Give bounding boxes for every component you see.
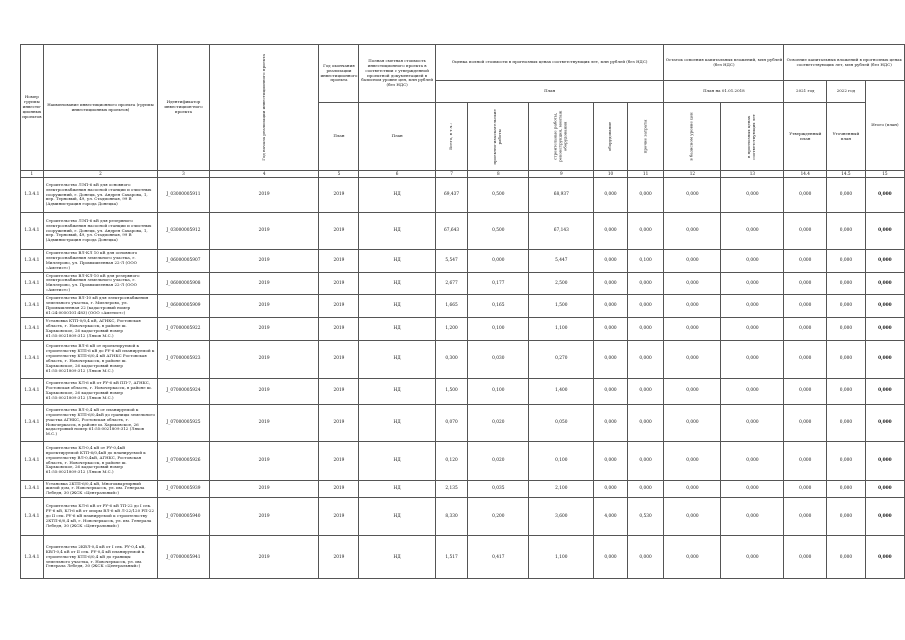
cell-ys: 2019 [209,213,319,250]
cell-fcast: 0,000 [721,178,784,213]
cell-id: J_07000005926 [158,441,210,480]
cell-y21: 0,000 [784,178,827,213]
cell-id: J_03000005912 [158,213,210,250]
cell-equip: 0,000 [594,272,627,295]
cell-y21: 0,000 [784,480,827,498]
cell-cost: НД [359,213,435,250]
table-row [21,340,905,378]
cell-ys: 2019 [209,536,319,579]
cell-cost: НД [359,250,435,273]
cell-name: Установка 2КТП-6/0,4 кВ, Многоквартирный жилой дом, г. Новочеркасск, ул. им. Генерала Лебедя, 30 (ЖСК «Центральный») [43,480,157,498]
cell-itog: 0,000 [865,250,904,273]
cell-smr: 1,100 [529,318,594,341]
cell-y21: 0,000 [784,378,827,404]
cell-ye: 2019 [319,295,359,318]
cell-group: 1.3.4.1 [21,378,44,404]
header-plan: План [435,81,664,103]
cell-group: 1.3.4.1 [21,318,44,341]
table-row [21,178,905,213]
table-row [21,272,905,295]
table-row [21,441,905,480]
table-row [21,498,905,536]
cell-other: 0,000 [627,480,664,498]
cell-cost: НД [359,178,435,213]
cell-itog: 0,000 [865,480,904,498]
column-number: 3 [158,171,210,178]
cell-y21: 0,000 [784,295,827,318]
header-forecast-prices: в прогнозных ценах соответствующих лет [746,113,757,160]
cell-pir: 0,020 [468,404,529,441]
header-group: Номер группы инвести-ционных проектов [21,45,44,171]
cell-base: 0,000 [664,404,721,441]
cell-ys: 2019 [209,498,319,536]
cell-itog: 0,000 [865,272,904,295]
column-numbers-row [21,171,905,178]
cell-y22: 0,000 [827,498,866,536]
cell-base: 0,000 [664,250,721,273]
cell-pir: 0,165 [468,295,529,318]
column-number: 1 [21,171,44,178]
cell-ys: 2019 [209,318,319,341]
cell-name: Строительство ЛЭП-6 кВ для резервного электроснабжения насосной станции и очистных сооружений, г. Донецк, ул. Андрея Сахарова, 1, пер. Терновый, 49, ул. Стадионная, 99 В (Администрация города Донецка) [43,213,157,250]
cell-ye: 2019 [319,404,359,441]
cell-pir: 0,200 [468,498,529,536]
cell-y22: 0,000 [827,318,866,341]
header-construction: строительные работы, реконструкция, монтаж оборудования [553,110,568,163]
cell-y21: 0,000 [784,498,827,536]
cell-y22: 0,000 [827,178,866,213]
table-row [21,250,905,273]
cell-equip: 4,000 [594,498,627,536]
cell-other: 0,000 [627,404,664,441]
cell-group: 1.3.4.1 [21,295,44,318]
cell-group: 1.3.4.1 [21,536,44,579]
cell-fcast: 0,000 [721,295,784,318]
cell-total: 1,500 [435,378,468,404]
cell-total: 69,437 [435,178,468,213]
cell-y21: 0,000 [784,536,827,579]
cell-smr: 0,270 [529,340,594,378]
cell-y22: 0,000 [827,378,866,404]
table-row [21,378,905,404]
cell-y22: 0,000 [827,213,866,250]
cell-total: 0,300 [435,340,468,378]
cell-id: J_07000005924 [158,378,210,404]
cell-name: Установка КТП-0/0,4 кВ, АГНКС, Ростовская область, г. Новочеркасск, в районе ш. Харьковское, 26 кадастровый номер 61:55:0021809:312 (Ляхов М.С.) [43,318,157,341]
header-capital-dev: Освоение капитальных вложений в прогнозных ценах соответствующих лет, млн рублей (без НДС) [784,45,905,81]
cell-itog: 0,000 [865,213,904,250]
header-ident: Идентификатор инвестицион-ного проекта [158,45,210,171]
cell-total: 67,643 [435,213,468,250]
column-number: 2 [43,171,157,178]
cell-smr: 5,447 [529,250,594,273]
header-all-incl: Всего, в т.ч.: [448,123,454,150]
table-row [21,295,905,318]
cell-id: J_07000005922 [158,318,210,341]
cell-group: 1.3.4.1 [21,441,44,480]
cell-itog: 0,000 [865,295,904,318]
header-plan-year-end: План [319,103,359,171]
cell-equip: 0,000 [594,441,627,480]
column-number: 5 [319,171,359,178]
table-body [21,178,905,579]
column-number: 15 [865,171,904,178]
cell-ye: 2019 [319,378,359,404]
cell-cost: НД [359,480,435,498]
cell-y22: 0,000 [827,250,866,273]
cell-cost: НД [359,536,435,579]
cell-id: J_06000005908 [158,272,210,295]
cell-name: Строительство КЛ-6 кВ от РУ-6 кВ ТП-22 до I сек. РУ-6 кВ, КЛ-6 кВ от опоры ВЛ-6 кВ Л-22/120 РП-22 до II сек. РУ-6 кВ планируемой к строительству 2КТП-6/0,4 кВ, г. Новочеркасск, ул. им. Генерала Лебедя, 30 (ЖСК «Центральный») [43,498,157,536]
cell-y22: 0,000 [827,340,866,378]
header-plan-cost: План [359,103,435,171]
cell-cost: НД [359,404,435,441]
cell-ye: 2019 [319,178,359,213]
header-name: Наименование инвестиционного проекта (группы инвестиционных проектов) [43,45,157,171]
cell-id: J_06000005909 [158,295,210,318]
cell-smr: 3,600 [529,498,594,536]
cell-base: 0,000 [664,318,721,341]
cell-other: 0,100 [627,250,664,273]
cell-itog: 0,000 [865,404,904,441]
cell-other: 0,000 [627,178,664,213]
cell-pir: 0,000 [468,250,529,273]
header-remain-cost: Остаток освоения капитальных вложений, млн рублей (без НДС) [664,45,784,81]
cell-id: J_07000005923 [158,340,210,378]
cell-ys: 2019 [209,178,319,213]
cell-fcast: 0,000 [721,480,784,498]
cell-base: 0,000 [664,213,721,250]
cell-pir: 0,500 [468,213,529,250]
cell-id: J_06000005907 [158,250,210,273]
header-full-cost: Полная сметная стоимость инвестиционного проекта в соответствии с утвержденной проектной документацией в базисном уровне цен, млн рублей (без НДС) [359,45,435,103]
cell-base: 0,000 [664,441,721,480]
investment-projects-table [20,44,905,579]
cell-other: 0,000 [627,272,664,295]
cell-ye: 2019 [319,250,359,273]
cell-total: 2,677 [435,272,468,295]
cell-pir: 0,100 [468,378,529,404]
investment-table-sheet [20,44,905,579]
cell-y21: 0,000 [784,250,827,273]
cell-fcast: 0,000 [721,404,784,441]
cell-base: 0,000 [664,340,721,378]
cell-ye: 2019 [319,441,359,480]
cell-pir: 0,417 [468,536,529,579]
header-year-end: Год окончания реализации инвестиционного проекта [319,45,359,103]
cell-equip: 0,000 [594,295,627,318]
cell-fcast: 0,000 [721,250,784,273]
cell-pir: 0,030 [468,340,529,378]
cell-name: Строительство ВЛ-6 кВ от проектируемой к строительству КТП-6 кВ до РУ-6 кВ планируемой к строительству КТП-6/0,4 кВ АГНКС Ростовская область, г. Новочеркасск, в районе ш. Харьковское, 26 кадастровый номер 61:55:0021809:312 (Ляхов М.С.) [43,340,157,378]
cell-smr: 1,500 [529,295,594,318]
cell-pir: 0,035 [468,480,529,498]
cell-total: 0,120 [435,441,468,480]
cell-group: 1.3.4.1 [21,178,44,213]
header-year-2021: 2021 год [784,81,827,103]
header-approved-plan: Утвержденный план [784,103,827,171]
table-row [21,536,905,579]
cell-ye: 2019 [319,536,359,579]
cell-y22: 0,000 [827,404,866,441]
header-design: проектно-изыскательские работы [492,108,503,165]
header-year-start: Год начала реализации инвестиционного проекта [260,54,266,161]
cell-name: Строительство ВЛ-10 кВ для электроснабжения земельного участка, г. Миллерово, ул. Промышленная 22 (кадастровый номер 61:24:0050101:483) (ООО «Аметист») [43,295,157,318]
cell-name: Строительство ВЛ-КЛ-10 кВ для резервного электроснабжения земельного участка, г. Миллерово, ул. Промышленная 22-Л (ООО «Аметист») [43,272,157,295]
cell-base: 0,000 [664,272,721,295]
column-number: 8 [468,171,529,178]
cell-id: J_03000005911 [158,178,210,213]
cell-other: 0,000 [627,295,664,318]
cell-id: J_07000005925 [158,404,210,441]
cell-ye: 2019 [319,498,359,536]
cell-equip: 0,000 [594,213,627,250]
cell-smr: 1,100 [529,536,594,579]
cell-fcast: 0,000 [721,498,784,536]
cell-smr: 0,100 [529,441,594,480]
cell-total: 1,517 [435,536,468,579]
cell-ys: 2019 [209,480,319,498]
cell-base: 0,000 [664,378,721,404]
table-row [21,213,905,250]
cell-pir: 0,500 [468,178,529,213]
cell-other: 0,000 [627,378,664,404]
cell-other: 0,000 [627,441,664,480]
cell-group: 1.3.4.1 [21,272,44,295]
cell-pir: 0,100 [468,318,529,341]
cell-smr: 1,400 [529,378,594,404]
cell-y21: 0,000 [784,404,827,441]
cell-ys: 2019 [209,250,319,273]
cell-total: 2,135 [435,480,468,498]
cell-name: Строительство ВЛ-0,4 кВ от планируемой к строительству КТП-6/0,4кВ до границы земельного участка АГНКС, Ростовская область, г. Новочеркасск, в районе ш. Харьковское, 26 кадастровый номер 61:55:0021809:312 (Ляхов М.С.) [43,404,157,441]
cell-id: J_07000005940 [158,498,210,536]
cell-other: 0,530 [627,498,664,536]
cell-cost: НД [359,441,435,480]
cell-other: 0,000 [627,318,664,341]
cell-itog: 0,000 [865,340,904,378]
cell-y22: 0,000 [827,295,866,318]
cell-base: 0,000 [664,480,721,498]
column-number: 7 [435,171,468,178]
cell-total: 5,547 [435,250,468,273]
cell-total: 8,330 [435,498,468,536]
cell-group: 1.3.4.1 [21,480,44,498]
header-year-2022: 2022 год [827,81,866,103]
cell-other: 0,000 [627,213,664,250]
cell-fcast: 0,000 [721,318,784,341]
cell-id: J_07000005939 [158,480,210,498]
cell-total: 0,070 [435,404,468,441]
cell-equip: 0,000 [594,404,627,441]
header-full-cost-estimate: Оценка полной стоимости в прогнозных ценах соответствующих лет, млн рублей (без НДС) [435,45,664,81]
table-row [21,480,905,498]
cell-name: Строительство КЛ-0,4 кВ от РУ-0,4кВ проектируемой КТП-6/0,4кВ до планируемой к строительству ВЛ-0,4кВ, АГНКС, Ростовская область, г. Новочеркасск, в районе ш. Харьковское, 26 кадастровый номер 61:55:0021809:312 (Ляхов М.С.) [43,441,157,480]
cell-equip: 0,000 [594,536,627,579]
column-number: 14.5 [827,171,866,178]
cell-base: 0,000 [664,178,721,213]
cell-smr: 2,100 [529,480,594,498]
cell-fcast: 0,000 [721,272,784,295]
cell-group: 1.3.4.1 [21,340,44,378]
cell-equip: 0,000 [594,340,627,378]
cell-ye: 2019 [319,272,359,295]
cell-base: 0,000 [664,536,721,579]
cell-itog: 0,000 [865,498,904,536]
cell-group: 1.3.4.1 [21,250,44,273]
cell-y22: 0,000 [827,441,866,480]
cell-ys: 2019 [209,441,319,480]
cell-pir: 0,020 [468,441,529,480]
cell-name: Строительство КЛ-6 кВ от РУ-6 кВ ПП-7, АГНКС, Ростовская область, г. Новочеркасск, в районе ш. Харьковское, 26 кадастровый номер 61:55:0021809:312 (Ляхов М.С.) [43,378,157,404]
cell-y22: 0,000 [827,536,866,579]
cell-pir: 0,177 [468,272,529,295]
cell-id: J_07000005941 [158,536,210,579]
cell-smr: 0,050 [529,404,594,441]
cell-cost: НД [359,378,435,404]
cell-base: 0,000 [664,498,721,536]
cell-y22: 0,000 [827,480,866,498]
cell-group: 1.3.4.1 [21,213,44,250]
column-number: 10 [594,171,627,178]
cell-itog: 0,000 [865,178,904,213]
cell-ys: 2019 [209,272,319,295]
table-row [21,318,905,341]
header-other: прочие затраты [642,119,648,154]
cell-fcast: 0,000 [721,441,784,480]
cell-fcast: 0,000 [721,213,784,250]
cell-total: 1,665 [435,295,468,318]
cell-itog: 0,000 [865,536,904,579]
cell-other: 0,000 [627,340,664,378]
cell-other: 0,000 [627,536,664,579]
cell-itog: 0,000 [865,441,904,480]
header-plan-date: План на 01.01.2018 [664,81,784,103]
column-number: 12 [664,171,721,178]
cell-equip: 0,000 [594,178,627,213]
cell-equip: 0,000 [594,480,627,498]
cell-fcast: 0,000 [721,378,784,404]
header-total: Итого (план) [865,81,904,171]
cell-y21: 0,000 [784,272,827,295]
cell-y21: 0,000 [784,340,827,378]
cell-smr: 68,937 [529,178,594,213]
column-number: 6 [359,171,435,178]
cell-fcast: 0,000 [721,340,784,378]
cell-y21: 0,000 [784,441,827,480]
cell-total: 1,200 [435,318,468,341]
cell-ys: 2019 [209,378,319,404]
cell-y21: 0,000 [784,318,827,341]
cell-base: 0,000 [664,295,721,318]
cell-smr: 67,143 [529,213,594,250]
cell-ye: 2019 [319,318,359,341]
cell-equip: 0,000 [594,250,627,273]
cell-cost: НД [359,498,435,536]
cell-ys: 2019 [209,404,319,441]
cell-cost: НД [359,272,435,295]
cell-name: Строительство ЛЭП-6 кВ для основного электроснабжения насосной станции и очистных сооружений, г. Донецк, ул. Андрея Сахарова, 1, пер. Терновый, 49, ул. Стадионная, 99 В (Администрация города Донецка) [43,178,157,213]
cell-cost: НД [359,340,435,378]
cell-equip: 0,000 [594,318,627,341]
cell-cost: НД [359,295,435,318]
cell-fcast: 0,000 [721,536,784,579]
cell-group: 1.3.4.1 [21,498,44,536]
header-base-prices: в базисном уровне цен [689,112,694,161]
cell-cost: НД [359,318,435,341]
header-refined-plan: Уточненный план [827,103,866,171]
column-number: 9 [529,171,594,178]
cell-name: Строительство ВЛ-КЛ 10 кВ для основного электроснабжения земельного участка, г. Миллерово, ул. Промышленная 22-Л (ООО «Аметист») [43,250,157,273]
cell-group: 1.3.4.1 [21,404,44,441]
cell-itog: 0,000 [865,318,904,341]
column-number: 13 [721,171,784,178]
cell-ye: 2019 [319,480,359,498]
cell-ye: 2019 [319,213,359,250]
cell-ys: 2019 [209,295,319,318]
column-number: 11 [627,171,664,178]
cell-ys: 2019 [209,340,319,378]
table-row [21,404,905,441]
header-equipment: оборудование [607,121,613,152]
cell-y21: 0,000 [784,213,827,250]
cell-equip: 0,000 [594,378,627,404]
column-number: 4 [209,171,319,178]
cell-smr: 2,500 [529,272,594,295]
cell-itog: 0,000 [865,378,904,404]
column-number: 14.4 [784,171,827,178]
cell-name: Строительство 2КВЛ-0,4 кВ от I сек. РУ-0,4 кВ, КВЛ-0,4 кВ от II сек. РУ-0,4 кВ планируемой к строительству КТП-6/0,4 кВ до границы земельного участка, г. Новочеркасск, ул. им. Генерала Лебедя, 30 (ЖСК «Центральный») [43,536,157,579]
cell-ye: 2019 [319,340,359,378]
cell-y22: 0,000 [827,272,866,295]
